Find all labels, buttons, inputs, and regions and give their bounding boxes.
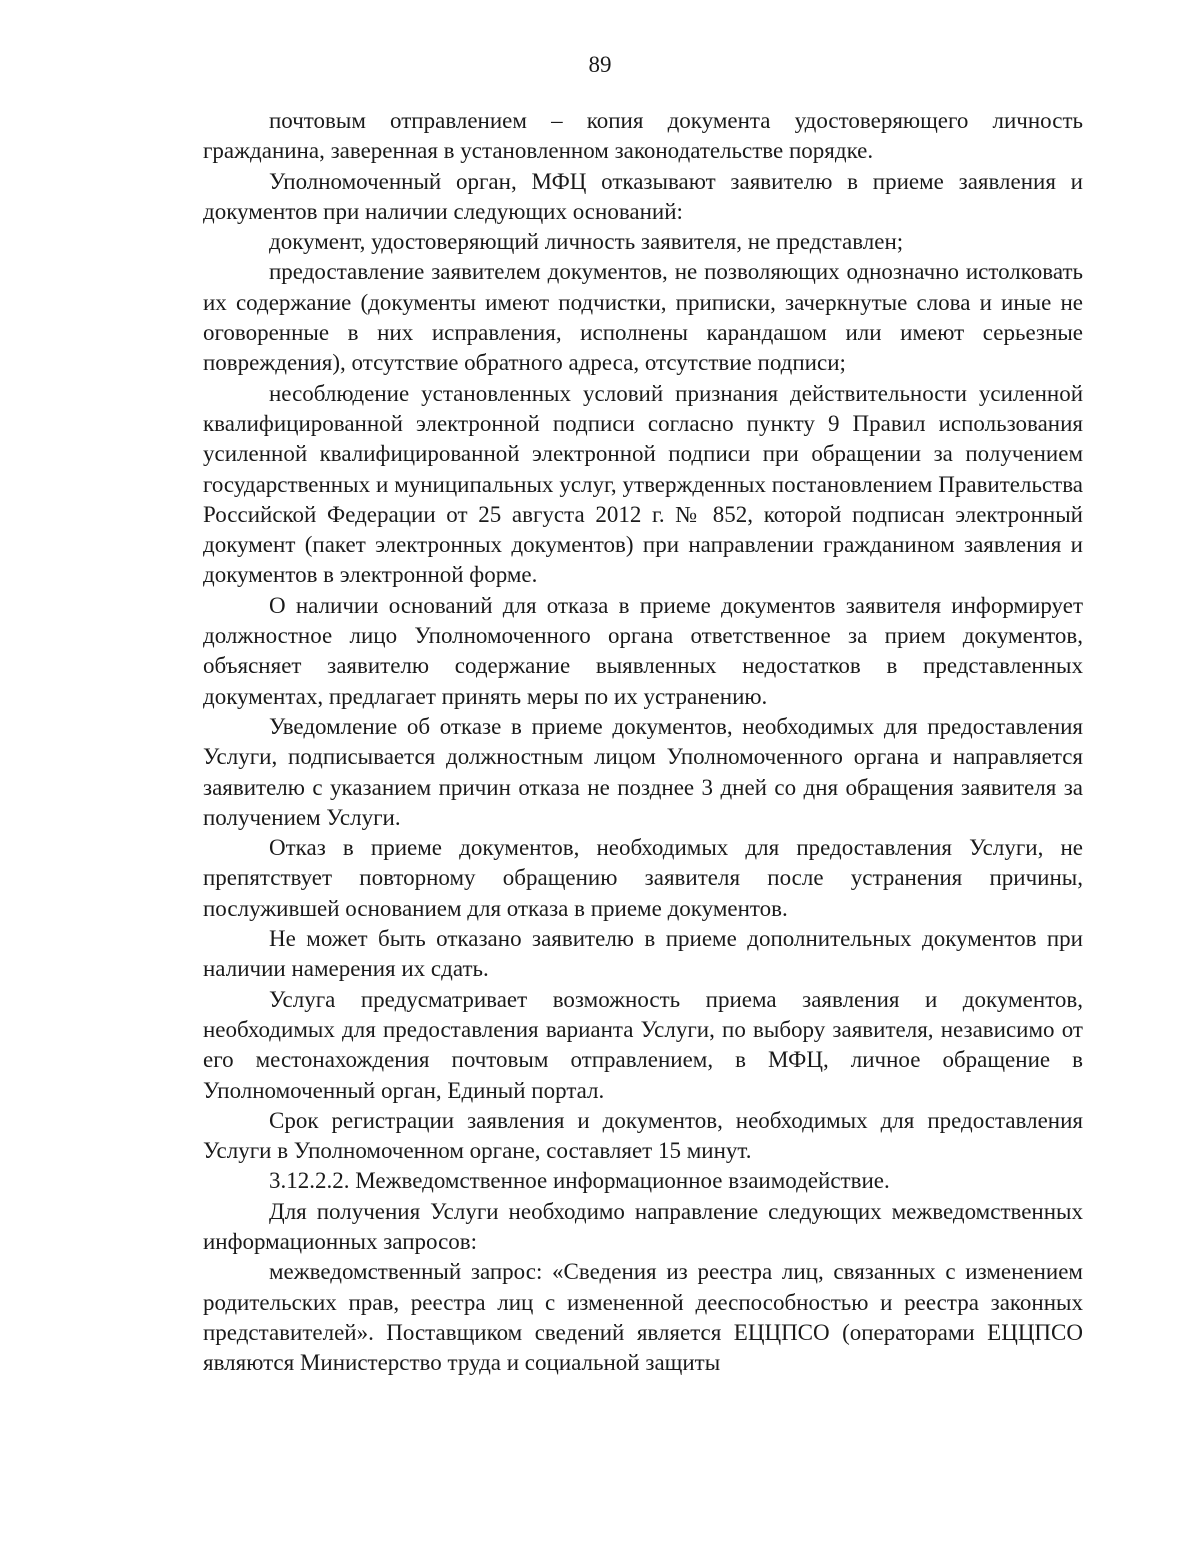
paragraph-2: Уполномоченный орган, МФЦ отказывают заявителю в приеме заявления и документов при наличии следующих оснований: <box>203 168 1083 224</box>
paragraph-14: межведомственный запрос: «Сведения из реестра лиц, связанных с изменением родительских прав, реестра лиц с измененной дееспособностью и реестра законных представителей». Поставщиком сведений является ЕЦЦПСО (операторами ЕЦЦПСО являются Министерство труда и социальной защиты <box>203 1259 1083 1376</box>
paragraph-13: Для получения Услуги необходимо направление следующих межведомственных информационных запросов: <box>203 1198 1083 1254</box>
paragraph-9: Не может быть отказано заявителю в приеме дополнительных документов при наличии намерения их сдать. <box>203 926 1083 982</box>
paragraph-11: Срок регистрации заявления и документов, необходимых для предоставления Услуги в Уполномоченном органе, составляет 15 минут. <box>203 1107 1083 1164</box>
paragraph-6: О наличии оснований для отказа в приеме документов заявителя информирует должностное лицо Уполномоченного органа ответственное за прием документов, объясняет заявителю содержание выявленных недостатков в представленных документах, предлагает принять меры по их устранению. <box>203 592 1083 709</box>
paragraph-4: предоставление заявителем документов, не позволяющих однозначно истолковать их содержание (документы имеют подчистки, приписки, зачеркнутые слова и иные не оговоренные в них исправления, исполнены карандашом или имеют серьезные повреждения), отсутствие обратного адреса, отсутствие подписи; <box>203 259 1083 376</box>
paragraph-5: несоблюдение установленных условий признания действительности усиленной квалифицированной электронной подписи согласно пункту 9 Правил использования усиленной квалифицированной электронной подписи при обращении за получением государственных и муниципальных услуг, утвержденных постановлением Правительства Российской Федерации от 25 августа 2012 г. № 852, которой подписан электронный документ (пакет электронных документов) при направлении гражданином заявления и документов в электронной форме. <box>203 380 1083 588</box>
paragraph-12: 3.12.2.2. Межведомственное информационное взаимодействие. <box>269 1168 890 1194</box>
document-body <box>203 106 1083 1378</box>
page-number: 89 <box>588 52 612 77</box>
paragraph-7: Уведомление об отказе в приеме документов, необходимых для предоставления Услуги, подписывается должностным лицом Уполномоченного органа и направляется заявителю с указанием причин отказа не позднее 3 дней со дня обращения заявителя за получением Услуги. <box>203 713 1083 830</box>
paragraph-8: Отказ в приеме документов, необходимых для предоставления Услуги, не препятствует повторному обращению заявителя после устранения причины, послужившей основанием для отказа в приеме документов. <box>203 835 1083 921</box>
paragraph-1: почтовым отправлением – копия документа удостоверяющего личность гражданина, заверенная в установленном законодательстве порядке. <box>203 108 1083 164</box>
paragraph-3: документ, удостоверяющий личность заявителя, не представлен; <box>269 229 904 255</box>
paragraph-10: Услуга предусматривает возможность приема заявления и документов, необходимых для предоставления варианта Услуги, по выбору заявителя, независимо от его местонахождения почтовым отправлением, в МФЦ, личное обращение в Уполномоченный орган, Единый портал. <box>203 986 1083 1103</box>
